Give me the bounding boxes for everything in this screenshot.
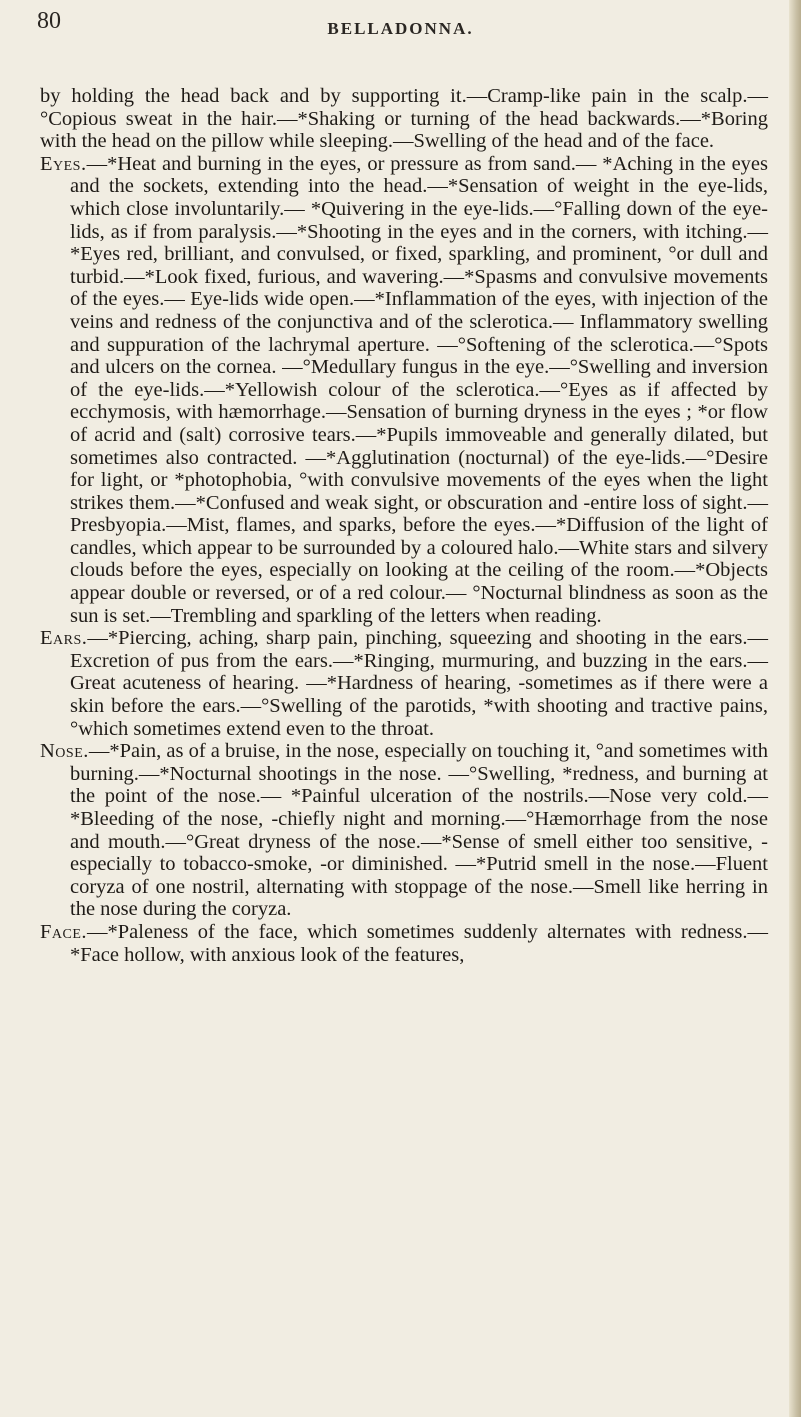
paragraph-text: —*Pain, as of a bruise, in the nose, especially on touching it, °and sometimes with burning.—*Nocturnal shootings in the nose. —°Swelling, *redness, and burning at the point of the nose.— *Painful ulceration of the nostrils.—Nose very cold.—*Bleeding of the nose, -chiefly night and morning.—°Hæmorrhage from the nose and mouth.—°Great dryness of the nose.—*Sense of smell either too sensitive, -especially to tobacco-smoke, -or diminished. —*Putrid smell in the nose.—Fluent coryza of one nostril, alternating with stoppage of the nose.—Smell like herring in the nose during the coryza. <box>70 740 768 921</box>
page-number: 80 <box>37 8 61 34</box>
paragraph-face <box>40 921 768 966</box>
section-lead: Nose. <box>40 740 89 763</box>
paragraph-nose <box>40 740 768 921</box>
section-lead: Ears. <box>40 627 88 650</box>
paragraph-text: —*Heat and burning in the eyes, or pressure as from sand.— *Aching in the eyes and the sockets, extending into the head.—*Sensation of weight in the eye-lids, which close involuntarily.— *Quivering in the eye-lids.—°Falling down of the eye-lids, as if from paralysis.—*Shooting in the eyes and in the corners, with itching.—*Eyes red, brilliant, and convulsed, or fixed, sparkling, and prominent, °or dull and turbid.—*Look fixed, furious, and wavering.—*Spasms and convulsive movements of the eyes.— Eye-lids wide open.—*Inflammation of the eyes, with injection of the veins and redness of the conjunctiva and of the sclerotica.— Inflammatory swelling and suppuration of the lachrymal aperture. —°Softening of the sclerotica.—°Spots and ulcers on the cornea. —°Medullary fungus in the eye.—°Swelling and inversion of the eye-lids.—*Yellowish colour of the sclerotica.—°Eyes as if affected by ecchymosis, with hæmorrhage.—Sensation of burning dryness in the eyes ; *or flow of acrid and (salt) corrosive tears.—*Pupils immoveable and generally dilated, but sometimes also contracted. —*Agglutination (nocturnal) of the eye-lids.—°Desire for light, or *photophobia, °with convulsive movements of the eyes when the light strikes them.—*Confused and weak sight, or obscuration and -entire loss of sight.—Presbyopia.—Mist, flames, and sparks, before the eyes.—*Diffusion of the light of candles, which appear to be surrounded by a coloured halo.—White stars and silvery clouds before the eyes, especially on looking at the ceiling of the room.—*Objects appear double or reversed, or of a red colour.— °Nocturnal blindness as soon as the sun is set.—Trembling and sparkling of the letters when reading. <box>70 152 768 627</box>
body-text <box>40 85 768 966</box>
paragraph-ears <box>40 627 768 740</box>
paragraph-head-continuation <box>40 85 768 153</box>
paragraph-text: by holding the head back and by supporting it.—Cramp-like pain in the scalp.—°Copious sweat in the hair.—*Shaking or turning of the head backwards.—*Boring with the head on the pillow while sleeping.—Swelling of the head and of the face. <box>40 85 768 153</box>
running-title: BELLADONNA. <box>327 19 474 38</box>
page-edge <box>789 0 801 1417</box>
paragraph-eyes <box>40 153 768 627</box>
section-lead: Eyes. <box>40 152 87 175</box>
paragraph-text: —*Piercing, aching, sharp pain, pinching, squeezing and shooting in the ears.—Excretion of pus from the ears.—*Ringing, murmuring, and buzzing in the ears.—Great acuteness of hearing. —*Hardness of hearing, -sometimes as if there were a skin before the ears.—°Swelling of the parotids, *with shooting and tractive pains, °which sometimes extend even to the throat. <box>70 627 768 740</box>
section-lead: Face. <box>40 920 88 943</box>
paragraph-text: —*Paleness of the face, which sometimes suddenly alternates with redness.—*Face hollow, with anxious look of the features, <box>70 920 768 966</box>
